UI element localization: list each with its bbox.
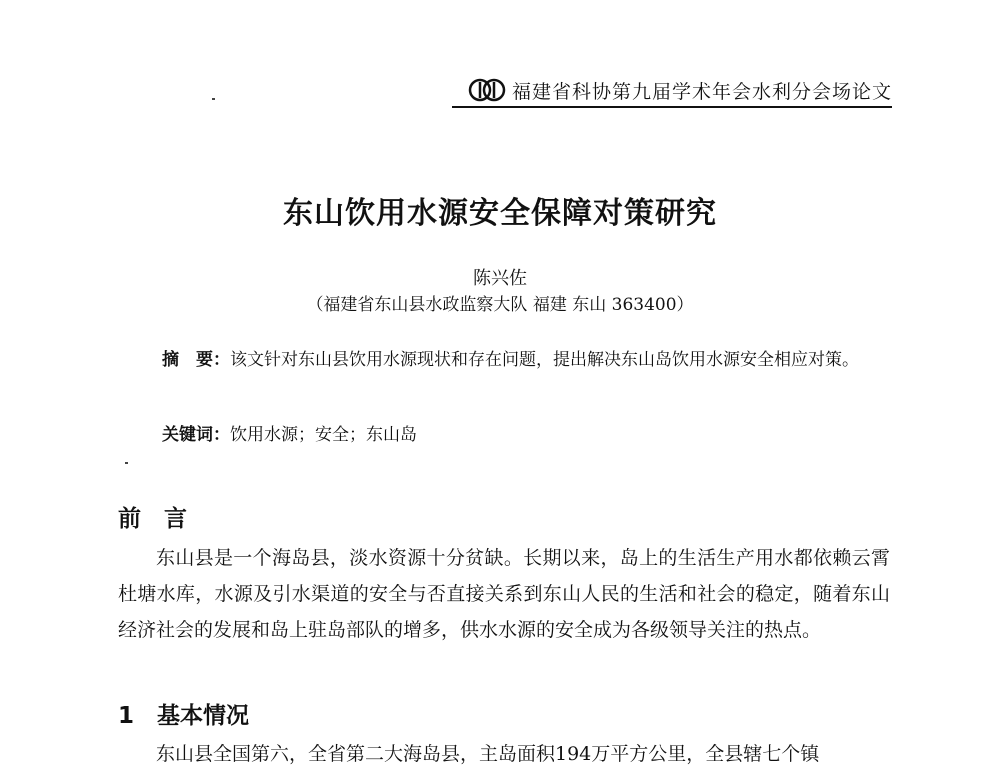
section-paragraph-basic-info: 东山县全国第六，全省第二大海岛县，主岛面积194万平方公里，全县辖七个镇	[156, 743, 820, 765]
keywords-label: 关键词：	[162, 425, 230, 445]
header-text: 福建省科协第九届学术年会水利分会场论文	[511, 80, 892, 103]
abstract-label: 摘 要：	[162, 350, 230, 370]
section-paragraph-foreword: 东山县是一个海岛县，淡水资源十分贫缺。长期以来，岛上的生活生产用水都依赖云霄杜塘水库，水源及引水渠道的安全与否直接关系到东山人民的生活和社会的稳定，随着东山经济社会的发展和岛上驻岛部队的增多，供水水源的安全成为各级领导关注的热点。	[118, 547, 890, 641]
scan-speck	[125, 462, 128, 464]
conference-logo-icon	[468, 78, 506, 102]
section-heading-foreword: 前 言	[118, 506, 187, 532]
keywords	[162, 420, 417, 445]
conference-header	[452, 74, 892, 108]
abstract	[162, 344, 862, 376]
paper-affiliation: （福建省东山县水政监察大队 福建 东山 363400）	[306, 295, 694, 315]
keywords-text: 饮用水源；安全；东山岛	[230, 425, 417, 445]
scan-speck	[212, 98, 215, 100]
paper-title: 东山饮用水源安全保障对策研究	[283, 196, 717, 231]
paper-author: 陈兴佐	[473, 268, 527, 289]
abstract-text: 该文针对东山县饮用水源现状和存在问题，提出解决东山岛饮用水源安全相应对策。	[230, 350, 859, 370]
section-heading-basic-info: 1 基本情况	[118, 703, 250, 729]
